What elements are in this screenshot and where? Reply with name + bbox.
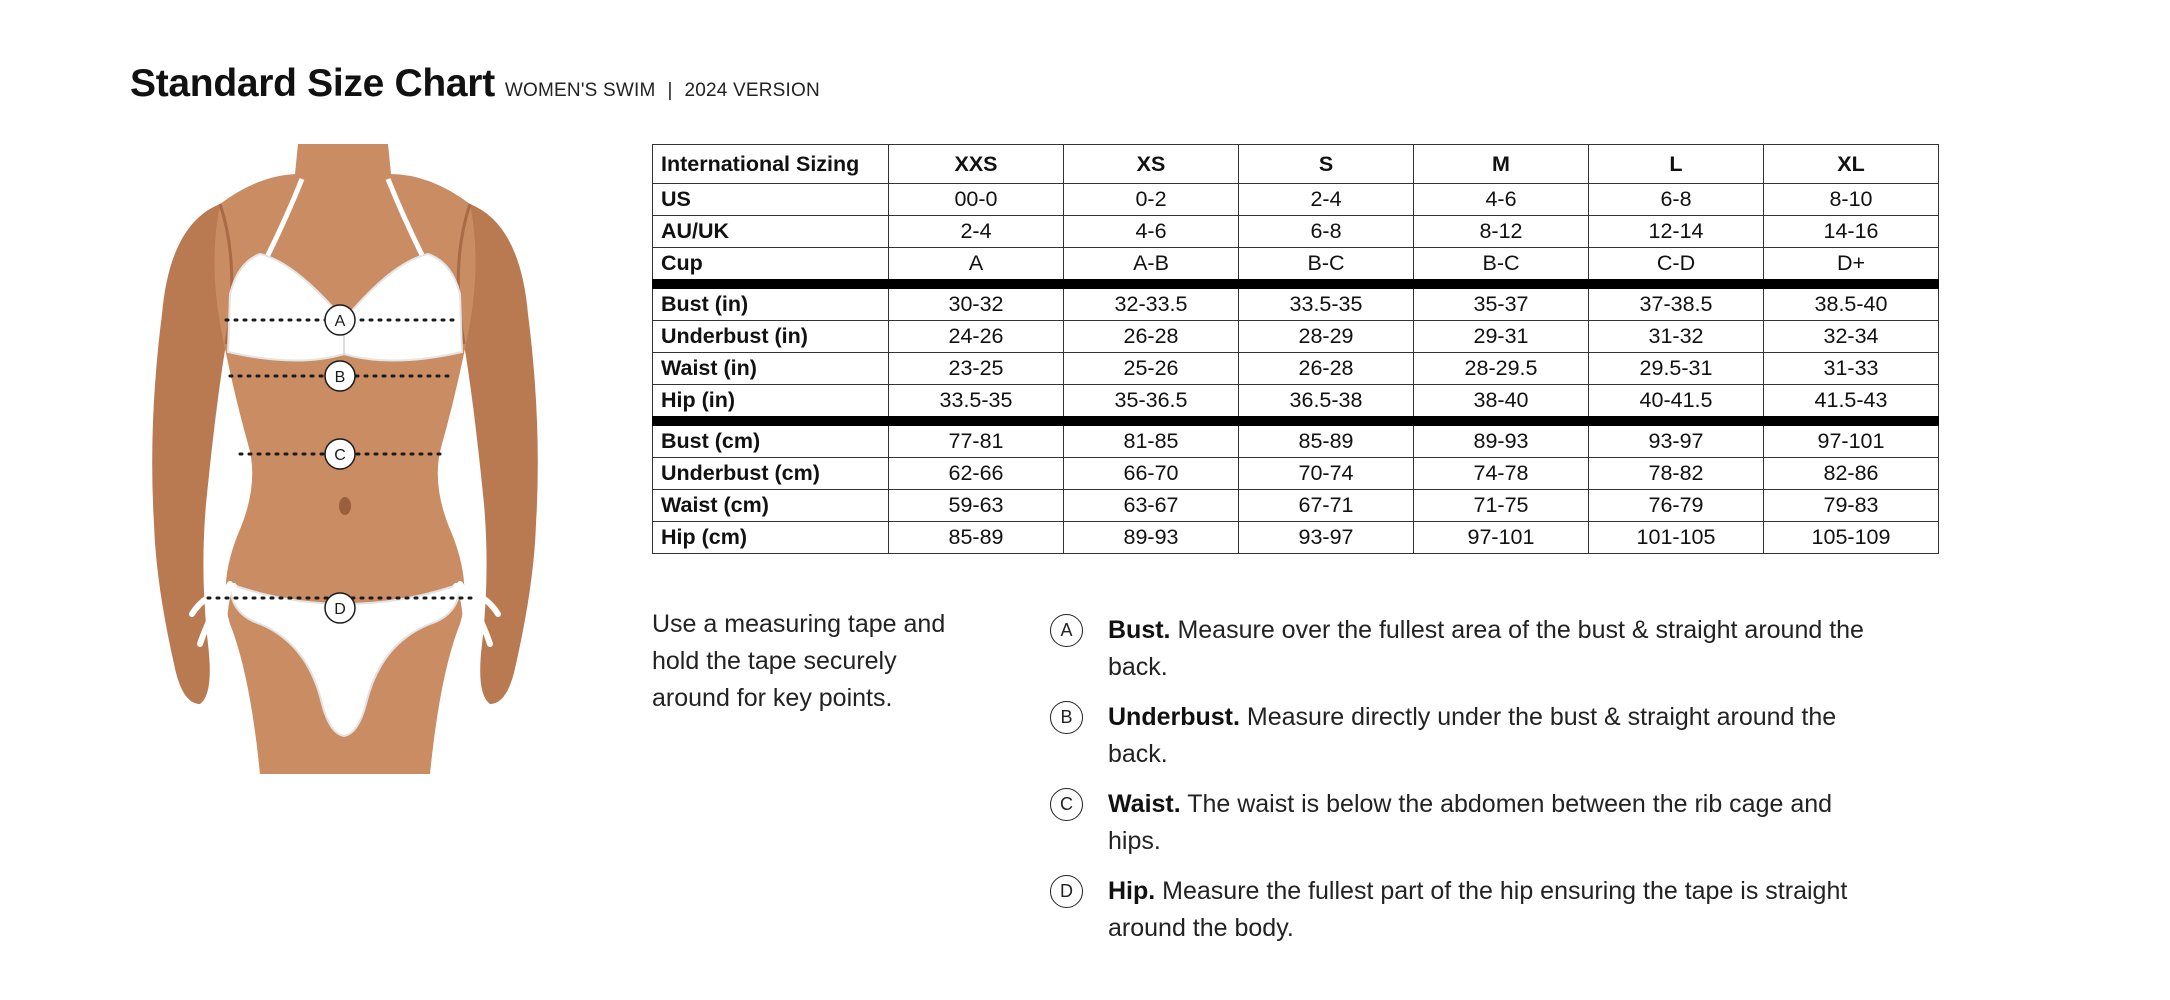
table-cell: 70-74 — [1239, 458, 1414, 490]
navel — [339, 497, 351, 515]
table-row — [653, 353, 1939, 385]
size-chart-table — [652, 144, 1939, 554]
guide-marker-d: D — [1050, 875, 1083, 908]
table-cell: 2-4 — [889, 216, 1064, 248]
table-cell: 89-93 — [1414, 421, 1589, 458]
table-cell: 29.5-31 — [1589, 353, 1764, 385]
table-cell: 32-34 — [1764, 321, 1939, 353]
guide-desc-hip: Measure the fullest part of the hip ensuring the tape is straight around the body. — [1108, 877, 1848, 942]
table-cell: 93-97 — [1239, 522, 1414, 554]
table-cell: 25-26 — [1064, 353, 1239, 385]
table-cell: 74-78 — [1414, 458, 1589, 490]
size-header-xxs: XXS — [889, 145, 1064, 184]
row-label: Bust (in) — [653, 284, 889, 321]
size-header-xl: XL — [1764, 145, 1939, 184]
table-row — [653, 458, 1939, 490]
size-header-m: M — [1414, 145, 1589, 184]
guide-term-waist: Waist. — [1108, 790, 1181, 818]
table-cell: C-D — [1589, 248, 1764, 285]
table-cell: A — [889, 248, 1064, 285]
table-row — [653, 385, 1939, 422]
table-cell: 85-89 — [889, 522, 1064, 554]
table-header-row — [653, 145, 1939, 184]
table-cell: 32-33.5 — [1064, 284, 1239, 321]
table-cell: 85-89 — [1239, 421, 1414, 458]
table-cell: 6-8 — [1589, 184, 1764, 216]
table-row — [653, 248, 1939, 285]
guide-term-bust: Bust. — [1108, 616, 1171, 644]
table-cell: 00-0 — [889, 184, 1064, 216]
table-cell: 77-81 — [889, 421, 1064, 458]
row-label: AU/UK — [653, 216, 889, 248]
guide-item-bust — [1050, 612, 1870, 686]
guide-desc-bust: Measure over the fullest area of the bust & straight around the back. — [1108, 616, 1864, 681]
table-cell: B-C — [1239, 248, 1414, 285]
page-title: Standard Size Chart — [130, 62, 495, 105]
size-header-l: L — [1589, 145, 1764, 184]
table-cell: 97-101 — [1414, 522, 1589, 554]
table-cell: A-B — [1064, 248, 1239, 285]
table-row — [653, 490, 1939, 522]
table-cell: 71-75 — [1414, 490, 1589, 522]
table-cell: 38.5-40 — [1764, 284, 1939, 321]
guide-item-waist — [1050, 786, 1870, 860]
intro-text: Use a measuring tape and hold the tape securely around for key points. — [652, 610, 946, 712]
table-cell: 59-63 — [889, 490, 1064, 522]
guide-term-underbust: Underbust. — [1108, 703, 1240, 731]
table-cell: 105-109 — [1764, 522, 1939, 554]
marker-a: A — [334, 313, 346, 330]
size-header-xs: XS — [1064, 145, 1239, 184]
table-cell: 4-6 — [1414, 184, 1589, 216]
table-row — [653, 321, 1939, 353]
table-cell: 41.5-43 — [1764, 385, 1939, 422]
guide-marker-a: A — [1050, 614, 1083, 647]
table-row — [653, 284, 1939, 321]
table-cell: 66-70 — [1064, 458, 1239, 490]
guide-desc-waist: The waist is below the abdomen between the rib cage and hips. — [1108, 790, 1833, 855]
table-cell: 63-67 — [1064, 490, 1239, 522]
table-cell: 28-29.5 — [1414, 353, 1589, 385]
marker-c: C — [334, 447, 346, 464]
table-cell: 30-32 — [889, 284, 1064, 321]
row-label: Underbust (in) — [653, 321, 889, 353]
row-label: Waist (in) — [653, 353, 889, 385]
table-cell: 26-28 — [1064, 321, 1239, 353]
guide-item-underbust — [1050, 699, 1870, 773]
row-label: Underbust (cm) — [653, 458, 889, 490]
table-cell: B-C — [1414, 248, 1589, 285]
table-cell: 31-33 — [1764, 353, 1939, 385]
category-label: WOMEN'S SWIM — [504, 80, 656, 101]
table-cell: 33.5-35 — [1239, 284, 1414, 321]
table-cell: 89-93 — [1064, 522, 1239, 554]
table-cell: 8-10 — [1764, 184, 1939, 216]
table-cell: 38-40 — [1414, 385, 1589, 422]
row-label: Hip (cm) — [653, 522, 889, 554]
marker-b: B — [334, 369, 346, 386]
table-row — [653, 216, 1939, 248]
table-cell: 101-105 — [1589, 522, 1764, 554]
table-cell: 36.5-38 — [1239, 385, 1414, 422]
table-cell: 24-26 — [889, 321, 1064, 353]
table-cell: 29-31 — [1414, 321, 1589, 353]
table-cell: 4-6 — [1064, 216, 1239, 248]
size-header-s: S — [1239, 145, 1414, 184]
table-cell: 40-41.5 — [1589, 385, 1764, 422]
table-cell: 97-101 — [1764, 421, 1939, 458]
table-cell: 0-2 — [1064, 184, 1239, 216]
table-cell: 81-85 — [1064, 421, 1239, 458]
page-header — [130, 62, 820, 106]
guide-item-hip — [1050, 873, 1870, 947]
table-cell: 23-25 — [889, 353, 1064, 385]
table-cell: 93-97 — [1589, 421, 1764, 458]
header-separator: | — [667, 80, 673, 101]
table-cell: 67-71 — [1239, 490, 1414, 522]
table-cell: 12-14 — [1589, 216, 1764, 248]
guide-desc-underbust: Measure directly under the bust & straight around the back. — [1108, 703, 1837, 768]
row-label: Bust (cm) — [653, 421, 889, 458]
marker-d: D — [334, 601, 346, 618]
measurement-guide — [1050, 612, 1870, 960]
row-label: Waist (cm) — [653, 490, 889, 522]
table-row — [653, 184, 1939, 216]
table-cell: 26-28 — [1239, 353, 1414, 385]
table-row — [653, 421, 1939, 458]
table-body — [653, 184, 1939, 554]
row-label: Cup — [653, 248, 889, 285]
table-cell: 82-86 — [1764, 458, 1939, 490]
version-label: 2024 VERSION — [684, 80, 820, 101]
table-cell: 79-83 — [1764, 490, 1939, 522]
table-cell: 76-79 — [1589, 490, 1764, 522]
table-cell: 35-37 — [1414, 284, 1589, 321]
row-label: US — [653, 184, 889, 216]
table-cell: D+ — [1764, 248, 1939, 285]
table-cell: 14-16 — [1764, 216, 1939, 248]
guide-term-hip: Hip. — [1108, 877, 1156, 905]
table-cell: 78-82 — [1589, 458, 1764, 490]
table-cell: 35-36.5 — [1064, 385, 1239, 422]
header-label-cell: International Sizing — [653, 145, 889, 184]
guide-marker-c: C — [1050, 788, 1083, 821]
table-cell: 6-8 — [1239, 216, 1414, 248]
table-cell: 62-66 — [889, 458, 1064, 490]
table-cell: 37-38.5 — [1589, 284, 1764, 321]
table-cell: 33.5-35 — [889, 385, 1064, 422]
table-cell: 28-29 — [1239, 321, 1414, 353]
table-cell: 8-12 — [1414, 216, 1589, 248]
table-cell: 2-4 — [1239, 184, 1414, 216]
table-row — [653, 522, 1939, 554]
model-figure — [130, 144, 560, 774]
row-label: Hip (in) — [653, 385, 889, 422]
model-illustration — [130, 144, 560, 774]
table-cell: 31-32 — [1589, 321, 1764, 353]
guide-marker-b: B — [1050, 701, 1083, 734]
